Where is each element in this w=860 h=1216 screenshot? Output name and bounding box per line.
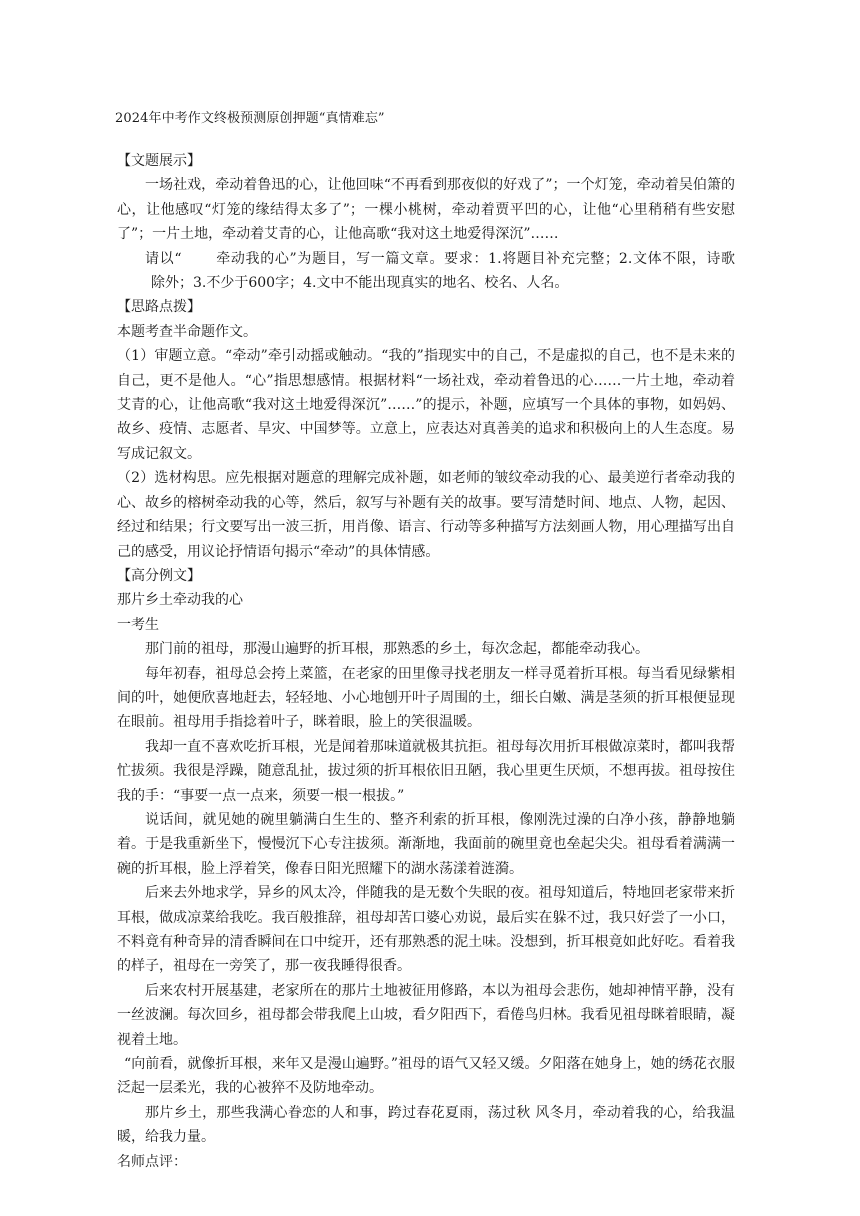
tips-intro: 本题考查半命题作文。 — [117, 323, 257, 340]
essay-paragraph: 说话间，就见她的碗里躺满白生生的、整齐利索的折耳根，像刚洗过澡的白净小孩，静静地躺着。于是我重新坐下，慢慢沉下心专注拔须。渐渐地，我面前的碗里竟也垒起尖尖。祖母看着满满一碗的折耳根，脸上浮着笑，像春日阳光照耀下的湖水荡漾着涟漪。 — [117, 811, 735, 877]
prompt-req-part-c: 除外；3.不少于600字；4.文中不能出现真实的地名、校名、人名。 — [151, 275, 569, 292]
essay-paragraph: 后来农村开展基建，老家所在的那片土地被征用修路，本以为祖母会悲伤，她却神情平静，没有一丝波澜。每次回乡，祖母都会带我爬上山坡，看夕阳西下，看倦鸟归林。我看见祖母眯着眼睛，凝视着土地。 — [117, 982, 735, 1048]
comment-label: 名师点评： — [117, 1153, 187, 1170]
essay-paragraph: 每年初春，祖母总会挎上菜篮，在老家的田里像寻找老朋友一样寻觅着折耳根。每当看见绿紫相间的叶，她便欣喜地赶去，轻轻地、小心地刨开叶子周围的土，细长白嫩、满是茎须的折耳根便显现在眼前。祖母用手指捻着叶子，眯着眼，脸上的笑很温暖。 — [117, 665, 735, 731]
document-body — [117, 149, 735, 1174]
document-title: 2024年中考作文终极预测原创押题“真情难忘” — [115, 111, 385, 126]
prompt-req-part-b: 牵动我的心”为题目，写一篇文章。要求：1.将题目补充完整；2.文体不限，诗歌 — [215, 250, 735, 267]
prompt-heading: 【文题展示】 — [117, 153, 201, 169]
prompt-text: 一场社戏，牵动着鲁迅的心，让他回味“不再看到那夜似的好戏了”；一个灯笼，牵动着吴伯箫的心，让他感叹“灯笼的缘结得太多了”；一棵小桃树，牵动着贾平凹的心，让他“心里稍稍有些安慰了”；一片土地，牵动着艾青的心，让他高歌“我对这土地爱得深沉”…… — [117, 177, 735, 243]
essay-closing: 那片乡土，那些我满心眷恋的人和事，跨过春花夏雨，荡过秋 风冬月，牵动着我的心，给我温暖，给我力量。 — [117, 1104, 735, 1146]
sample-heading: 【高分例文】 — [117, 567, 201, 584]
essay-paragraph: 后来去外地求学，异乡的风太冷，伴随我的是无数个失眠的夜。祖母知道后，特地回老家带来折耳根，做成凉菜给我吃。我百般推辞，祖母却苦口婆心劝说，最后实在躲不过，我只好尝了一小口，不料竟有种奇异的清香瞬间在口中绽开，还有那熟悉的泥土味。没想到，折耳根竟如此好吃。看着我的样子，祖母在一旁笑了，那一夜我睡得很香。 — [117, 885, 735, 975]
essay-title: 那片乡土牵动我的心 — [117, 592, 243, 609]
essay-author: 一考生 — [117, 616, 159, 633]
prompt-requirements — [117, 247, 735, 296]
prompt-req-part-a: 请以“ — [145, 250, 182, 267]
essay-paragraph: 我却一直不喜欢吃折耳根，光是闻着那味道就极其抗拒。祖母每次用折耳根做凉菜时，都叫我帮忙拔须。我很是浮躁，随意乱扯，拔过须的折耳根依旧丑陋，我心里更生厌烦，不想再拔。祖母按住我的手：“事要一点一点来，须要一根一根拔。” — [117, 738, 735, 804]
tip-2: （2）选材构思。应先根据对题意的理解完成补题，如老师的皱纹牵动我的心、最美逆行者牵动我的心、故乡的榕树牵动我的心等，然后，叙写与补题有关的故事。要写清楚时间、地点、人物，起因、经过和结果；行文要写出一波三折，用肖像、语言、行动等多种描写方法刻画人物，用心理描写出自己的感受，用议论抒情语句揭示“牵动”的具体情感。 — [117, 470, 735, 560]
essay-quote-paragraph: “向前看，就像折耳根，来年又是漫山遍野。”祖母的语气又轻又缓。夕阳落在她身上，她的绣花衣服泛起一层柔光，我的心被猝不及防地牵动。 — [117, 1056, 735, 1097]
tips-heading: 【思路点拨】 — [117, 299, 201, 316]
tip-1: （1）审题立意。“牵动”牵引动摇或触动。“我的”指现实中的自己，不是虚拟的自己，也不是未来的自己，更不是他人。“心”指思想感情。根据材料“一场社戏，牵动着鲁迅的心……一片土地，牵动着艾青的心，让他高歌“我对这土地爱得深沉”……”的提示，补题，应填写一个具体的事物，如妈妈、故乡、疫情、志愿者、旱灾、中国梦等。立意上，应表达对真善美的追求和积极向上的人生态度。易写成记叙文。 — [117, 348, 735, 462]
essay-paragraph: 那门前的祖母，那漫山遍野的折耳根，那熟悉的乡土，每次念起，都能牵动我心。 — [145, 641, 649, 658]
